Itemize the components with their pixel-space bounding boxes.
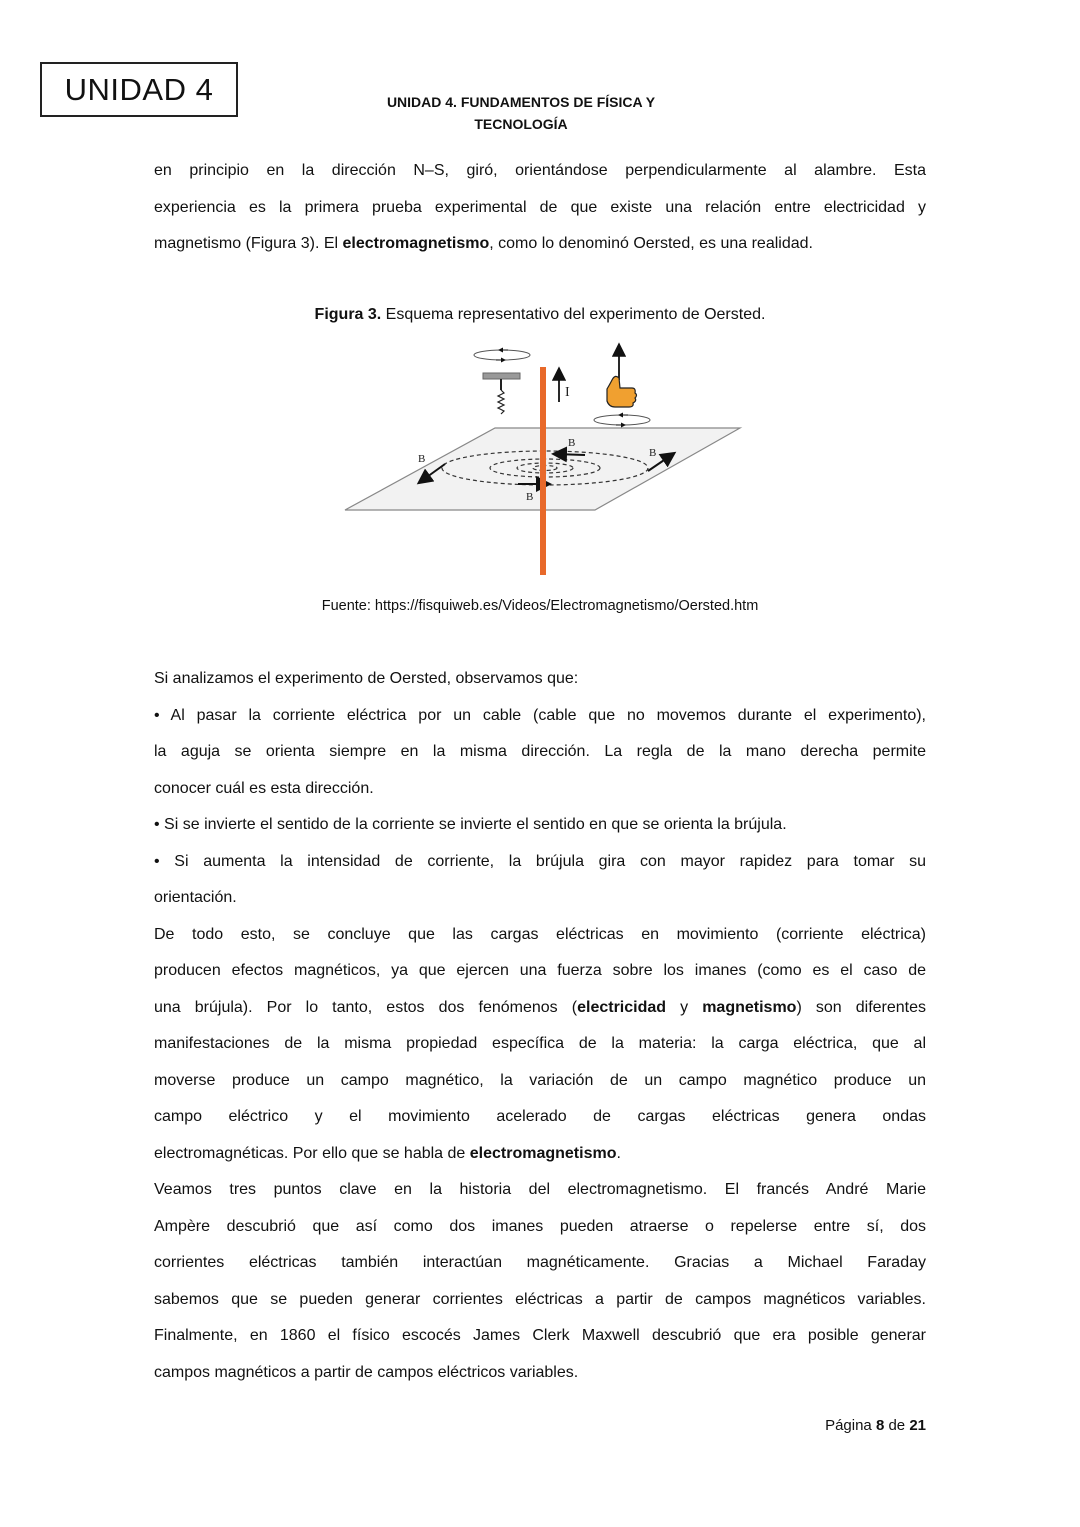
- text-segment: campo eléctrico y el movimiento acelerado de cargas eléctricas genera ondas: [154, 1108, 926, 1125]
- text-segment: Si analizamos el experimento de Oersted, observamos que:: [154, 670, 579, 687]
- text-segment: la aguja se orienta siempre en la misma dirección. La regla de la mano derecha permite: [154, 743, 926, 760]
- text-line: [154, 1245, 926, 1282]
- oersted-diagram: [340, 340, 750, 580]
- bold-term: electromagnetismo: [469, 1144, 617, 1162]
- text-line: [154, 1063, 926, 1100]
- text-segment: orientación.: [154, 889, 237, 906]
- text-segment: Ampère descubrió que así como dos imanes pueden atraerse o repelerse entre sí, dos: [154, 1217, 926, 1235]
- field-label: B: [418, 453, 426, 465]
- wire: [540, 367, 546, 575]
- text-segment: conocer cuál es esta dirección.: [154, 779, 374, 797]
- text-line: [154, 990, 926, 1027]
- text-segment: sabemos que se pueden generar corrientes eléctricas a partir de campos magnéticos variables.: [154, 1290, 926, 1308]
- bold-term: magnetismo: [702, 998, 797, 1016]
- body-text: [154, 661, 926, 1391]
- text-line: [154, 226, 926, 263]
- text-line: [154, 153, 926, 190]
- text-line: [154, 880, 926, 917]
- text-segment: experiencia es la primera prueba experimental de que existe una relación entre electricidad y: [154, 198, 926, 216]
- header-title-line2: TECNOLOGÍA: [474, 116, 568, 132]
- text-segment: Veamos tres puntos clave en la historia del electromagnetismo. El francés André Marie: [154, 1181, 926, 1198]
- text-segment: y: [666, 998, 703, 1016]
- field-label: B: [568, 437, 576, 449]
- header-title-line1: UNIDAD 4. FUNDAMENTOS DE FÍSICA Y: [386, 94, 656, 110]
- text-segment: magnetismo (Figura 3). El: [154, 235, 343, 252]
- text-line: [154, 1026, 926, 1063]
- text-segment: producen efectos magnéticos, ya que ejercen una fuerza sobre los imanes (como es el caso de: [154, 962, 926, 979]
- text-line: [154, 1318, 926, 1355]
- text-line: [154, 771, 926, 808]
- page-number: [825, 1417, 926, 1434]
- figure-source: Fuente: https://fisquiweb.es/Videos/Electromagnetismo/Oersted.htm: [321, 598, 759, 614]
- text-line: [154, 661, 926, 698]
- total-pages: 21: [909, 1417, 926, 1434]
- text-segment: electromagnéticas. Por ello que se habla de: [154, 1144, 470, 1162]
- text-segment: • Si aumenta la intensidad de corriente, la brújula gira con mayor rapidez para tomar su: [154, 852, 926, 870]
- current-label: I: [565, 385, 570, 400]
- page-header-title: [320, 91, 722, 135]
- text-line: [154, 807, 926, 844]
- figure-caption-text: Esquema representativo del experimento de Oersted.: [381, 306, 766, 323]
- text-segment: .: [616, 1144, 621, 1162]
- text-line: [154, 1209, 926, 1246]
- page-prefix: Página: [825, 1417, 876, 1434]
- text-line: [154, 734, 926, 771]
- text-line: [154, 917, 926, 954]
- unit-label: UNIDAD 4: [64, 71, 214, 107]
- text-segment: corrientes eléctricas también interactúan magnéticamente. Gracias a Michael Faraday: [154, 1254, 926, 1271]
- text-segment: moverse produce un campo magnético, la variación de un campo magnético produce un: [154, 1071, 926, 1089]
- text-line: [154, 844, 926, 881]
- corkscrew-icon: [474, 350, 530, 414]
- bold-term: electromagnetismo: [342, 235, 490, 252]
- text-line: [154, 1099, 926, 1136]
- text-line: [154, 1282, 926, 1319]
- text-line: [154, 953, 926, 990]
- text-line: [154, 190, 926, 227]
- figure-caption-label: Figura 3.: [314, 306, 382, 323]
- text-segment: campos magnéticos a partir de campos eléctricos variables.: [154, 1363, 579, 1381]
- text-segment: ) son diferentes: [796, 998, 927, 1016]
- intro-paragraph: [154, 153, 926, 263]
- current-page: 8: [875, 1417, 885, 1434]
- text-segment: en principio en la dirección N–S, giró, orientándose perpendicularmente al alambre. Esta: [154, 162, 926, 179]
- thumb-up-icon: [594, 346, 650, 425]
- text-line: [154, 1355, 926, 1392]
- figure-caption: [0, 306, 1080, 324]
- text-segment: , como lo denominó Oersted, es una realidad.: [489, 235, 813, 252]
- text-line: [154, 1172, 926, 1209]
- field-label: B: [526, 491, 534, 503]
- text-segment: • Si se invierte el sentido de la corriente se invierte el sentido en que se orienta la brújula.: [154, 816, 787, 833]
- text-line: [154, 1136, 926, 1173]
- text-segment: De todo esto, se concluye que las cargas eléctricas en movimiento (corriente eléctrica): [154, 925, 926, 943]
- text-segment: • Al pasar la corriente eléctrica por un cable (cable que no movemos durante el experimento),: [154, 706, 926, 724]
- text-line: [154, 698, 926, 735]
- bold-term: electricidad: [577, 998, 667, 1016]
- field-label: B: [649, 447, 657, 459]
- page-of: de: [884, 1417, 910, 1434]
- text-segment: manifestaciones de la misma propiedad específica de la materia: la carga eléctrica, que al: [154, 1035, 926, 1052]
- text-segment: Finalmente, en 1860 el físico escocés James Clerk Maxwell descubrió que era posible generar: [154, 1327, 926, 1344]
- text-segment: una brújula). Por lo tanto, estos dos fenómenos (: [154, 998, 578, 1016]
- unit-label-box: [40, 62, 238, 117]
